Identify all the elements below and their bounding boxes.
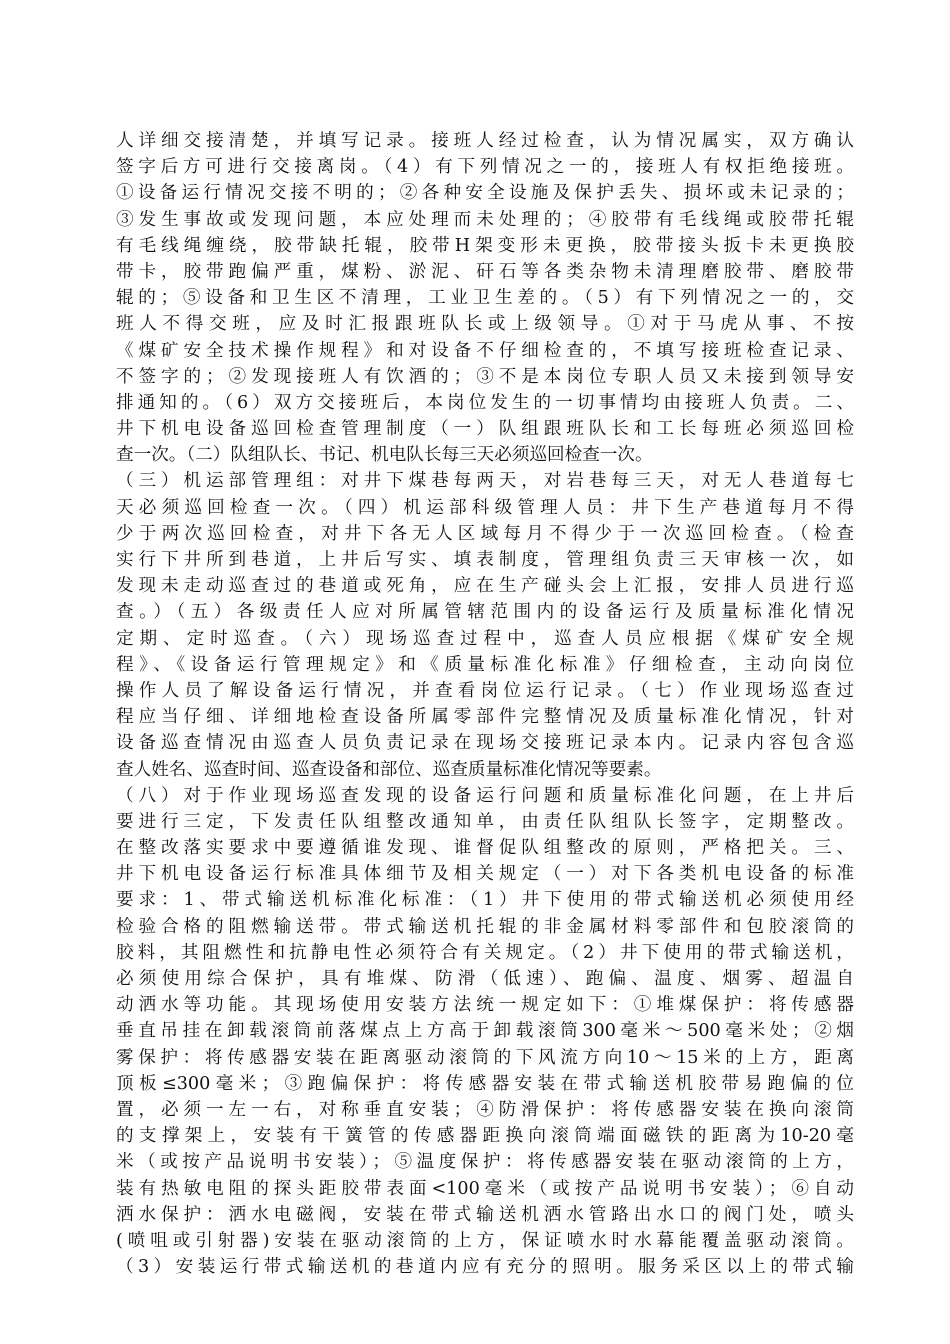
text-line-29: 井下机电设备运行标准具体细节及相关规定（一）对下各类机电设备的标准 <box>116 864 854 885</box>
text-line-8: 班人不得交班，应及时汇报跟班队长或上级领导。①对于马虎从事、不按 <box>116 314 854 335</box>
text-line-31: 检验合格的阻燃输送带。带式输送机托辊的非金属材料零部件和包胶滚筒的 <box>116 916 854 937</box>
text-line-14: （三）机运部管理组：对井下煤巷每两天，对岩巷每三天，对无人巷道每七 <box>116 471 854 492</box>
text-line-5: 有毛线绳缠绕，胶带缺托辊，胶带H架变形未更换，胶带接头扳卡未更换胶 <box>116 235 854 256</box>
text-line-35: 垂直吊挂在卸载滚筒前落煤点上方高于卸载滚筒300毫米～500毫米处；②烟 <box>116 1021 854 1042</box>
text-line-15: 天必须巡回检查一次。（四）机运部科级管理人员：井下生产巷道每月不得 <box>116 497 854 518</box>
text-line-3: ①设备运行情况交接不明的；②各种安全设施及保护丢失、损坏或未记录的； <box>116 183 854 204</box>
text-line-6: 带卡，胶带跑偏严重，煤粉、淤泥、矸石等各类杂物未清理磨胶带、磨胶带 <box>116 261 854 282</box>
text-line-19: 查。）（五）各级责任人应对所属管辖范围内的设备运行及质量标准化情况 <box>116 602 854 623</box>
text-line-33: 必须使用综合保护，具有堆煤、防滑（低速）、跑偏、温度、烟雾、超温自 <box>116 969 854 989</box>
text-line-7: 辊的；⑤设备和卫生区不清理，工业卫生差的。（5）有下列情况之一的，交 <box>116 288 854 309</box>
text-line-26: （八）对于作业现场巡查发现的设备运行问题和质量标准化问题，在上井后 <box>116 785 854 806</box>
text-line-43: (喷咀或引射器)安装在驱动滚筒的上方，保证喷水时水幕能覆盖驱动滚筒。 <box>116 1230 854 1251</box>
body-text <box>116 128 854 1280</box>
text-line-2: 签字后方可进行交接离岗。（4）有下列情况之一的，接班人有权拒绝接班。 <box>116 157 854 178</box>
text-line-42: 洒水保护：洒水电磁阀，安装在带式输送机洒水管路出水口的阀门处，喷头 <box>116 1204 854 1225</box>
text-line-1: 人详细交接清楚，并填写记录。接班人经过检查，认为情况属实，双方确认 <box>116 131 854 151</box>
text-line-36: 雾保护：将传感器安装在距离驱动滚筒的下风流方向10～15米的上方，距离 <box>116 1047 854 1068</box>
text-line-21: 程》、《设备运行管理规定》和《质量标准化标准》仔细检查，主动向岗位 <box>116 654 854 675</box>
text-line-38: 置，必须一左一右，对称垂直安装；④防滑保护：将传感器安装在换向滚筒 <box>116 1099 854 1120</box>
text-line-17: 实行下井所到巷道，上井后写实、填表制度，管理组负责三天审核一次，如 <box>116 550 854 570</box>
text-line-32: 胶料，其阻燃性和抗静电性必须符合有关规定。（2）井下使用的带式输送机， <box>116 942 854 963</box>
text-line-16: 少于两次巡回检查，对井下各无人区域每月不得少于一次巡回检查。（检查 <box>116 523 854 544</box>
text-line-25: 查人姓名、巡查时间、巡查设备和部位、巡查质量标准化情况等要素。 <box>116 759 662 780</box>
text-line-41: 装有热敏电阻的探头距胶带表面<100毫米（或按产品说明书安装）；⑥自动 <box>116 1178 854 1199</box>
text-line-22: 操作人员了解设备运行情况，并查看岗位运行记录。（七）作业现场巡查过 <box>116 680 854 701</box>
text-line-30: 要求：1、带式输送机标准化标准：（1）井下使用的带式输送机必须使用经 <box>116 890 854 911</box>
text-line-12: 井下机电设备巡回检查管理制度（一）队组跟班队长和工长每班必须巡回检 <box>116 419 854 440</box>
text-line-40: 米（或按产品说明书安装）；⑤温度保护：将传感器安装在驱动滚筒的上方， <box>116 1152 854 1173</box>
text-line-28: 在整改落实要求中要遵循谁发现、谁督促队组整改的原则，严格把关。三、 <box>116 838 854 859</box>
text-line-44: （3）安装运行带式输送机的巷道内应有充分的照明。服务采区以上的带式输 <box>116 1257 854 1278</box>
text-line-23: 程应当仔细、详细地检查设备所属零部件完整情况及质量标准化情况，针对 <box>116 707 854 728</box>
text-line-13: 查一次。（二）队组队长、书记、机电队长每三天必须巡回检查一次。 <box>116 445 653 466</box>
text-line-37: 顶板≤300毫米；③跑偏保护：将传感器安装在带式输送机胶带易跑偏的位 <box>116 1073 854 1094</box>
text-line-34: 动洒水等功能。其现场使用安装方法统一规定如下：①堆煤保护：将传感器 <box>116 995 854 1016</box>
text-line-20: 定期、定时巡查。（六）现场巡查过程中，巡查人员应根据《煤矿安全规 <box>116 628 854 649</box>
text-line-4: ③发生事故或发现问题，本应处理而未处理的；④胶带有毛线绳或胶带托辊 <box>116 209 854 230</box>
text-line-24: 设备巡查情况由巡查人员负责记录在现场交接班记录本内。记录内容包含巡 <box>116 733 854 754</box>
text-line-27: 要进行三定，下发责任队组整改通知单，由责任队组队长签字，定期整改。 <box>116 811 854 832</box>
text-line-10: 不签字的；②发现接班人有饮酒的；③不是本岗位专职人员又未接到领导安 <box>116 366 854 387</box>
text-line-11: 排通知的。（6）双方交接班后，本岗位发生的一切事情均由接班人负责。二、 <box>116 392 854 413</box>
text-line-9: 《煤矿安全技术操作规程》和对设备不仔细检查的，不填写接班检查记录、 <box>116 340 854 361</box>
text-line-39: 的支撑架上，安装有干簧管的传感器距换向滚筒端面磁铁的距离为10-20毫 <box>116 1126 854 1147</box>
text-line-18: 发现未走动巡查过的巷道或死角，应在生产碰头会上汇报，安排人员进行巡 <box>116 576 854 597</box>
